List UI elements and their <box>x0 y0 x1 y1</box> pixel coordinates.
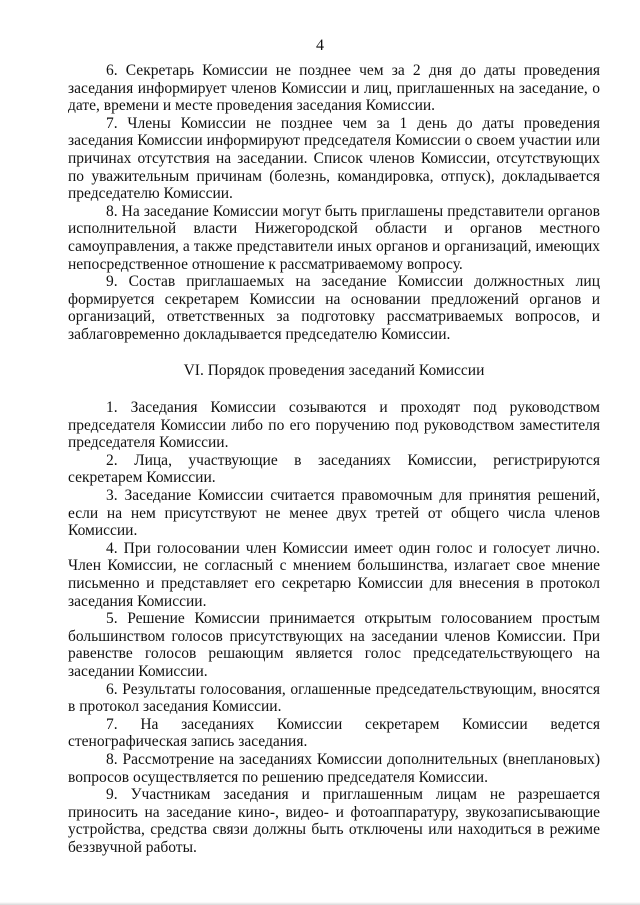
paragraph: 8. На заседание Комиссии могут быть приглашены представители органов исполнительной власти Нижегородской области и органов местного самоуправления, а также представители иных органов и организаций, имеющих непосредственное отношение к рассматриваемому вопросу. <box>68 202 600 273</box>
paragraph: 3. Заседание Комиссии считается правомочным для принятия решений, если на нем присутствуют не менее двух третей от общего числа членов Комиссии. <box>68 487 600 540</box>
paragraph: 9. Состав приглашаемых на заседание Комиссии должностных лиц формируется секретарем Комиссии на основании предложений органов и организаций, ответственных за подготовку рассматриваемых вопросов, и заблаговременно докладывается председателю Комиссии. <box>68 273 600 343</box>
page-number: 4 <box>316 37 324 54</box>
paragraph: 4. При голосовании член Комиссии имеет один голос и голосует лично. Член Комиссии, не согласный с мнением большинства, излагает свое мнение письменно и представляет его секретарю Комиссии для внесения в протокол заседания Комиссии. <box>68 539 600 610</box>
section-heading: VI. Порядок проведения заседаний Комиссии <box>183 361 485 379</box>
paragraph: 9. Участникам заседания и приглашенным лицам не разрешается приносить на заседание кино-, видео- и фотоаппаратуру, звукозаписывающие устройства, средства связи должны быть отключены или находиться в режиме беззвучной работы. <box>68 786 600 856</box>
paragraph: 6. Результаты голосования, оглашенные председательствующим, вносятся в протокол заседания Комиссии. <box>68 680 600 716</box>
paragraph: 2. Лица, участвующие в заседаниях Комиссии, регистрируются секретарем Комиссии. <box>68 451 600 487</box>
paragraph: 6. Секретарь Комиссии не позднее чем за 2 дня до даты проведения заседания информирует членов Комиссии и лиц, приглашенных на заседание, о дате, времени и месте проведения заседания Комиссии. <box>68 62 600 115</box>
paragraph: 7. Члены Комиссии не позднее чем за 1 день до даты проведения заседания Комиссии информируют председателя Комиссии о своем участии или причинах отсутствия на заседании. Список членов Комиссии, отсутствующих по уважительным причинам (болезнь, командировка, отпуск), докладывается председателю Комиссии. <box>68 114 600 203</box>
document-body <box>68 62 600 857</box>
paragraph: 1. Заседания Комиссии созываются и проходят под руководством председателя Комиссии либо по его поручению под руководством заместителя председателя Комиссии. <box>68 399 600 452</box>
paragraph: 5. Решение Комиссии принимается открытым голосованием простым большинством голосов присутствующих на заседании членов Комиссии. При равенстве голосов решающим является голос председательствующего на заседании Комиссии. <box>68 610 600 680</box>
paragraph: 7. На заседаниях Комиссии секретарем Комиссии ведется стенографическая запись заседания. <box>68 715 600 751</box>
paragraph: 8. Рассмотрение на заседаниях Комиссии дополнительных (внеплановых) вопросов осуществляется по решению председателя Комиссии. <box>68 750 600 786</box>
